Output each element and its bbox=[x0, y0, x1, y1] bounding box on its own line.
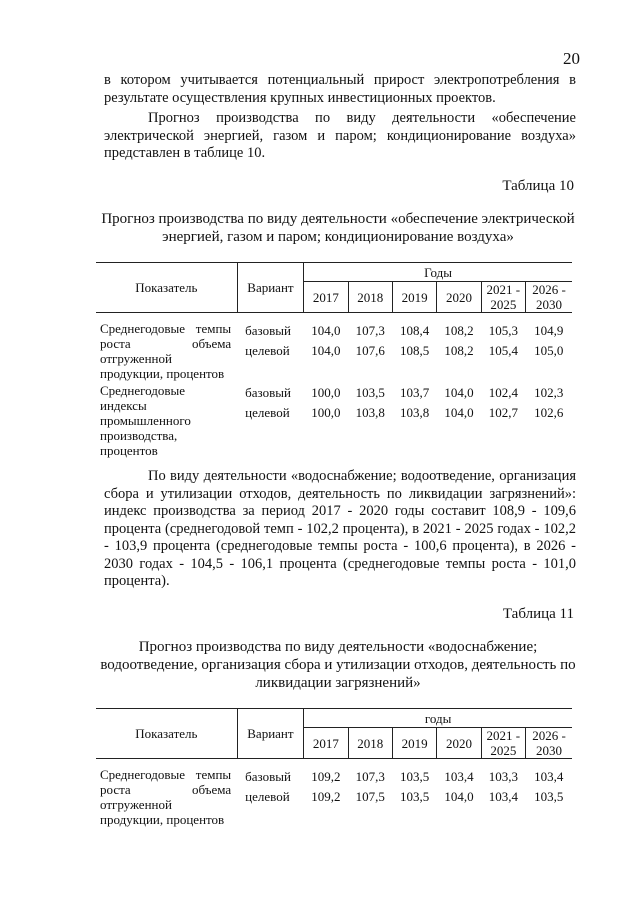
table-10-header-indicator: Показатель bbox=[96, 263, 237, 313]
table-10-variants: базовый целевой bbox=[245, 323, 291, 358]
table-cell: 107,3 107,5 bbox=[355, 769, 385, 804]
table-11-year: 2026 - 2030 bbox=[526, 728, 573, 759]
table-row bbox=[96, 759, 572, 828]
table-10-title: Прогноз производства по виду деятельности «обеспечение электрической энергией, газом и паром; кондиционирование воздуха» bbox=[101, 211, 575, 245]
paragraph-2: Прогноз производства по виду деятельности «обеспечение электрической энергией, газом и паром; кондиционирование воздуха» представлен в таблице 10. bbox=[104, 110, 576, 161]
table-10-indicator: Среднегодовые темпы роста объема отгруженной продукции, процентов bbox=[100, 321, 232, 381]
paragraph-1: в котором учитывается потенциальный прирост электропотребления в результате осуществления крупных инвестиционных проектов. bbox=[104, 72, 576, 106]
paragraph-3: По виду деятельности «водоснабжение; водоотведение, организация сбора и утилизации отходов, деятельность по ликвидации загрязнений»: индекс производства за период 2017 - 2020 годы составит 108,9 - 109,6 процента (среднегодовой темп - 102,2 процента), в 2021 - 2025 годах - 102,2 - 103,9 процента (среднегодовые темпы роста - 100,6 процента), в 2026 - 2030 годах - 104,5 - 106,1 процента (среднегодовые темпы роста - 101,0 процента). bbox=[104, 468, 576, 589]
table-11-header-years: годы bbox=[304, 709, 572, 728]
table-10-variants: базовый целевой bbox=[245, 385, 291, 420]
table-11-indicator: Среднегодовые темпы роста объема отгруженной продукции, процентов bbox=[100, 767, 232, 827]
table-cell: 104,9 105,0 bbox=[534, 323, 564, 358]
table-11-title: Прогноз производства по виду деятельности «водоснабжение; водоотведение, организация сбора и утилизации отходов, деятельность по ликвидации загрязнений» bbox=[100, 639, 576, 691]
table-cell: 108,2 108,2 bbox=[444, 323, 474, 358]
table-10-year: 2021 - 2025 bbox=[481, 282, 525, 313]
table-11-variants: базовый целевой bbox=[245, 769, 291, 804]
table-row bbox=[96, 313, 572, 382]
table-cell: 104,0 104,0 bbox=[444, 385, 474, 420]
table-10-label: Таблица 10 bbox=[502, 178, 574, 194]
table-cell: 103,7 103,8 bbox=[399, 385, 430, 420]
table-10 bbox=[96, 262, 572, 458]
table-11-header-variant: Вариант bbox=[247, 726, 294, 741]
table-11-year: 2021 - 2025 bbox=[481, 728, 525, 759]
table-cell: 102,3 102,6 bbox=[534, 385, 564, 420]
table-10-header-years: Годы bbox=[304, 263, 572, 282]
table-row bbox=[96, 381, 572, 458]
table-10-indicator: Среднегодовые индексы промышленного производства, процентов bbox=[100, 383, 191, 458]
table-cell: 103,5 103,5 bbox=[399, 769, 430, 804]
table-cell: 107,3 107,6 bbox=[355, 323, 385, 358]
table-10-year: 2018 bbox=[348, 282, 392, 313]
table-cell: 108,4 108,5 bbox=[399, 323, 430, 358]
table-cell: 109,2 109,2 bbox=[311, 769, 341, 804]
table-cell: 105,3 105,4 bbox=[488, 323, 518, 358]
table-cell: 103,3 103,4 bbox=[488, 769, 518, 804]
table-cell: 100,0 100,0 bbox=[311, 385, 341, 420]
table-11 bbox=[96, 708, 572, 827]
table-cell: 103,5 103,8 bbox=[355, 385, 385, 420]
table-11-header-indicator: Показатель bbox=[96, 709, 237, 759]
table-11-year: 2020 bbox=[437, 728, 481, 759]
table-11-year: 2019 bbox=[392, 728, 436, 759]
table-11-label: Таблица 11 bbox=[502, 606, 574, 622]
table-11-year: 2017 bbox=[304, 728, 348, 759]
table-10-header-variant: Вариант bbox=[247, 280, 294, 295]
table-10-year: 2019 bbox=[392, 282, 436, 313]
table-10-year: 2017 bbox=[304, 282, 348, 313]
table-cell: 104,0 104,0 bbox=[311, 323, 341, 358]
table-cell: 103,4 104,0 bbox=[444, 769, 474, 804]
table-10-year: 2026 - 2030 bbox=[526, 282, 572, 313]
page-number: 20 bbox=[563, 49, 580, 68]
table-10-year: 2020 bbox=[437, 282, 481, 313]
table-cell: 103,4 103,5 bbox=[534, 769, 564, 804]
table-cell: 102,4 102,7 bbox=[488, 385, 518, 420]
table-11-year: 2018 bbox=[348, 728, 392, 759]
